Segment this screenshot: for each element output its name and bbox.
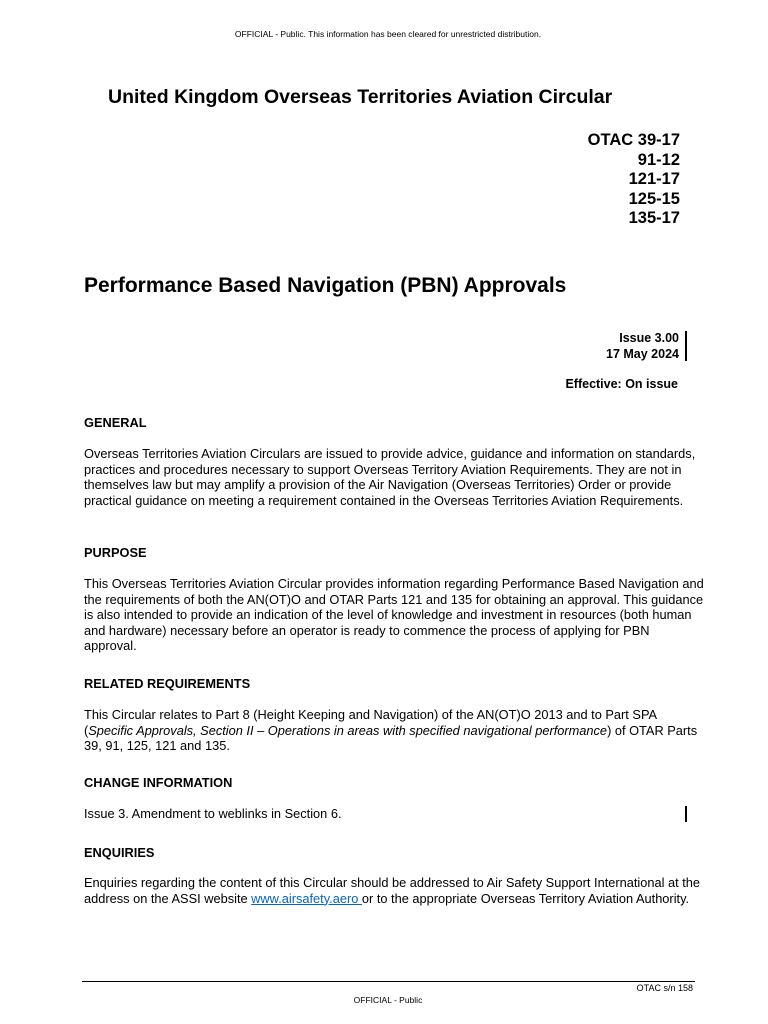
otac-prefix: OTAC (587, 131, 634, 149)
otac-number: 121-17 (628, 170, 680, 188)
footer-classification: OFFICIAL - Public (353, 995, 423, 1005)
change-information-heading: CHANGE INFORMATION (84, 775, 233, 790)
related-text-italic: Specific Approvals, Section II – Operations in areas with specified navigational performance (88, 722, 608, 738)
header-classification: OFFICIAL - Public. This information has been cleared for unrestricted distribution. (234, 29, 542, 39)
purpose-text: This Overseas Territories Aviation Circular provides information regarding Performance Based Navigation and the requirements of both the AN(OT)O and OTAR Parts 121 and 135 for obtaining an approval. This guidance is also intended to provide an indication of the level of knowledge and investment in resources (both human and hardware) necessary before an operator is ready to commence the process of applying for PBN approval. (84, 576, 704, 653)
general-heading: GENERAL (84, 415, 147, 430)
related-text-start: This Circular relates to Part 8 (Height Keeping and Navigation) of the AN(OT)O 2013 and to Part SPA ( (84, 707, 657, 738)
footer-divider (82, 981, 695, 982)
issue-number: Issue 3.00 (619, 331, 679, 345)
general-text: Overseas Territories Aviation Circulars are issued to provide advice, guidance and information on standards, practices and procedures necessary to support Overseas Territory Aviation Requirements. They are not in themselves law but may amplify a provision of the Air Navigation (Overseas Territories) Order or provide practical guidance on meeting a requirement contained in the Overseas Territories Aviation Requirements. (84, 446, 696, 508)
otac-number: 135-17 (628, 209, 680, 227)
change-information-text: Issue 3. Amendment to weblinks in Section 6. (84, 806, 342, 821)
related-requirements-text (84, 707, 704, 754)
effective-date: Effective: On issue (565, 377, 678, 391)
otac-number: 91-12 (637, 150, 680, 169)
serial-number: OTAC s/n 158 (636, 983, 693, 993)
related-text-end: ) of OTAR Parts 39, 91, 125, 121 and 135. (84, 722, 698, 753)
change-bar (685, 806, 687, 822)
assi-website-link[interactable]: www.airsafety.aero (251, 890, 362, 906)
otac-number: 39-17 (637, 131, 680, 149)
otac-number-line (588, 131, 680, 151)
issue-info (606, 330, 679, 362)
circular-title: United Kingdom Overseas Territories Aviation Circular (108, 86, 613, 108)
enquiries-text (84, 875, 704, 906)
enquiries-text-start: Enquiries regarding the content of this Circular should be addressed to Air Safety Support International at the address on the ASSI website (84, 875, 701, 906)
otac-number: 125-15 (628, 189, 680, 208)
change-bar (685, 331, 687, 361)
related-requirements-heading: RELATED REQUIREMENTS (84, 676, 251, 691)
enquiries-text-end: or to the appropriate Overseas Territory Aviation Authority. (361, 890, 690, 906)
document-title: Performance Based Navigation (PBN) Approvals (84, 274, 567, 297)
otac-numbers (588, 131, 680, 229)
issue-date: 17 May 2024 (606, 347, 679, 361)
purpose-heading: PURPOSE (84, 545, 147, 560)
enquiries-heading: ENQUIRIES (84, 845, 155, 860)
